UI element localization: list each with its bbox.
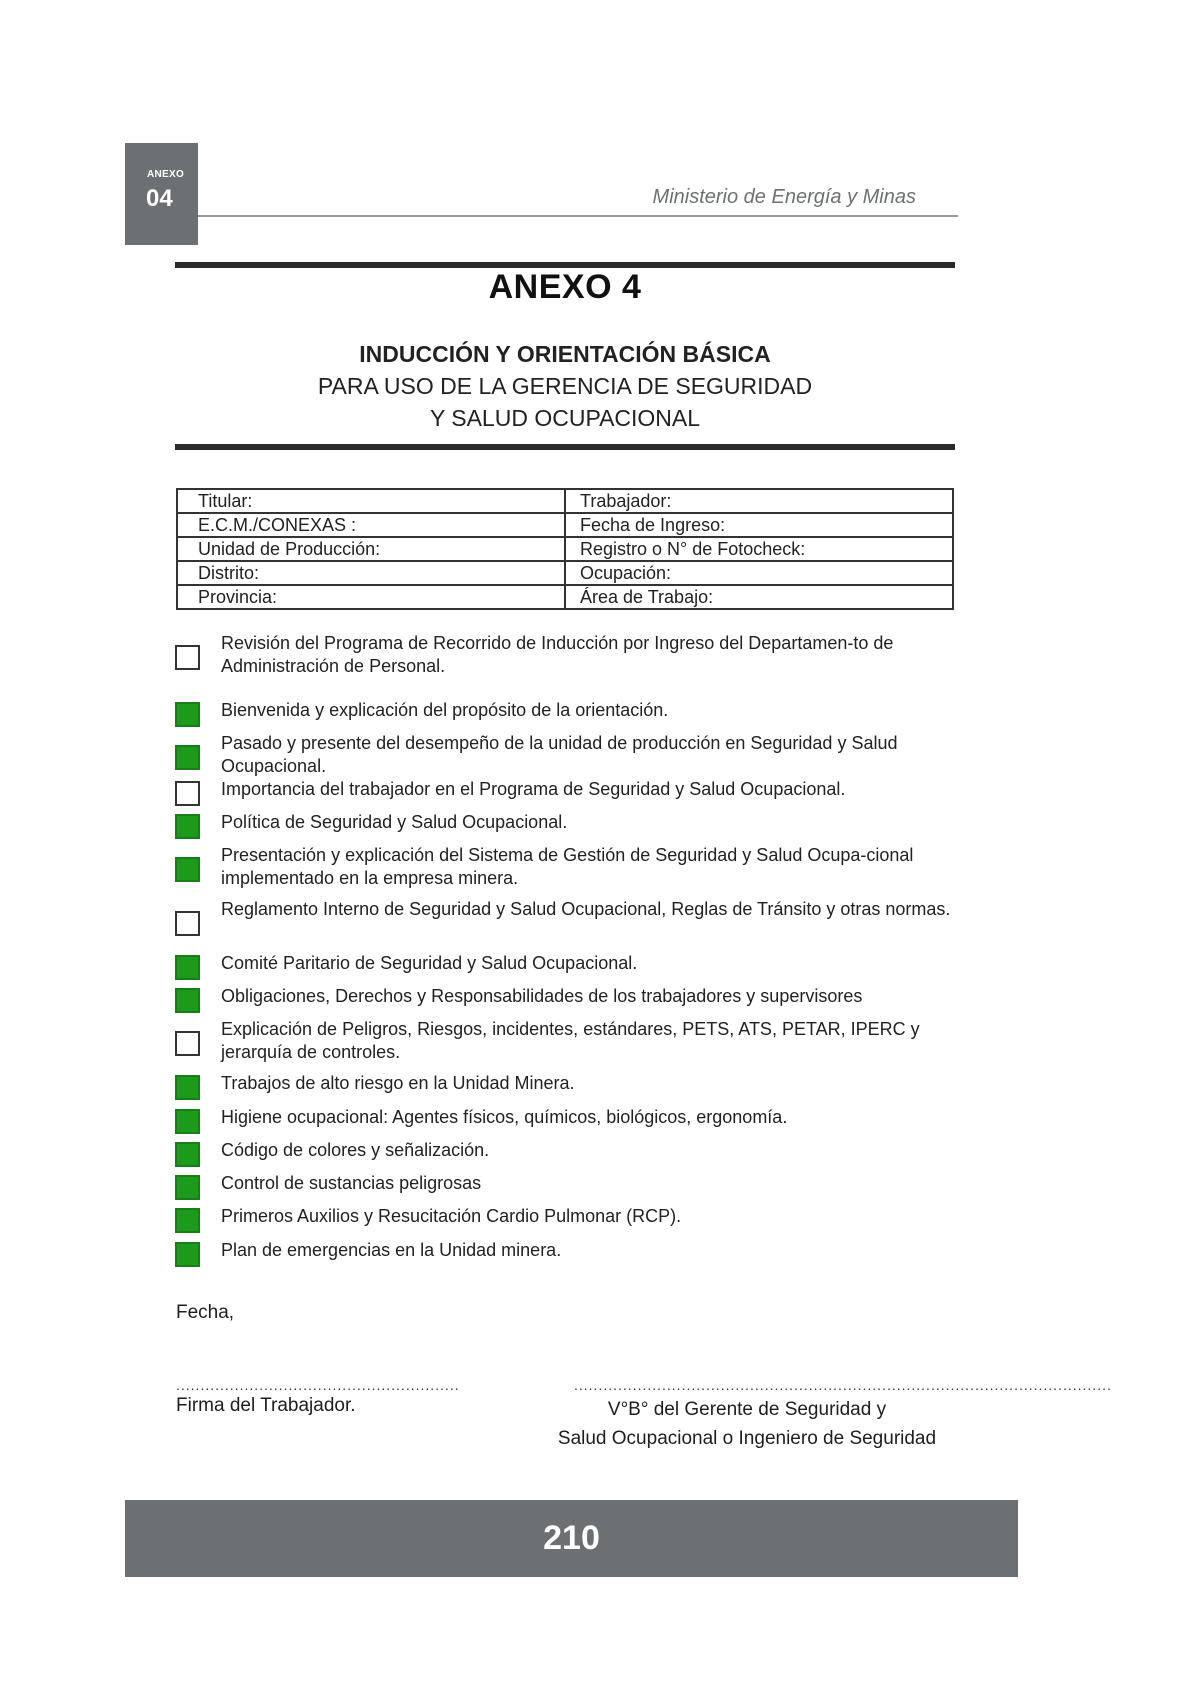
checkbox-unchecked[interactable] <box>175 1031 200 1056</box>
checkbox-checked[interactable] <box>175 814 200 839</box>
checklist-item-text: Reglamento Interno de Seguridad y Salud Ocupacional, Reglas de Tránsito y otras normas. <box>221 899 951 919</box>
checklist-item-text: Higiene ocupacional: Agentes físicos, químicos, biológicos, ergonomía. <box>221 1107 788 1127</box>
checkbox-checked[interactable] <box>175 745 200 770</box>
checkbox-checked[interactable] <box>175 1175 200 1200</box>
checklist-item-text: Pasado y presente del desempeño de la unidad de producción en Seguridad y Salud Ocupacional. <box>221 733 898 776</box>
checklist-item-text: Explicación de Peligros, Riesgos, incidentes, estándares, PETS, ATS, PETAR, IPERC y jerarquía de controles. <box>221 1019 920 1062</box>
checklist-item-text: Comité Paritario de Seguridad y Salud Ocupacional. <box>221 953 638 973</box>
manager-signature-line-1: V°B° del Gerente de Seguridad y <box>607 1399 887 1420</box>
info-row <box>177 585 953 609</box>
checklist-item-text: Trabajos de alto riesgo en la Unidad Minera. <box>221 1073 575 1093</box>
checkbox-checked[interactable] <box>175 955 200 980</box>
checkbox-checked[interactable] <box>175 1242 200 1267</box>
checklist-item-text: Control de sustancias peligrosas <box>221 1173 482 1193</box>
annex-tab-number: 04 <box>146 185 173 212</box>
info-cell-left: Provincia: <box>177 585 565 609</box>
page-number: 210 <box>543 1519 600 1557</box>
checkbox-checked[interactable] <box>175 702 200 727</box>
checkbox-checked[interactable] <box>175 1075 200 1100</box>
subtitle-line-1: INDUCCIÓN Y ORIENTACIÓN BÁSICA <box>359 341 771 367</box>
checkbox-unchecked[interactable] <box>175 645 200 670</box>
info-row <box>177 561 953 585</box>
info-cell-right: Ocupación: <box>565 561 953 585</box>
page-title: ANEXO 4 <box>488 268 642 306</box>
checkbox-checked[interactable] <box>175 1208 200 1233</box>
header-divider <box>198 215 958 217</box>
worker-signature-label: Firma del Trabajador. <box>176 1395 356 1416</box>
checklist-item-text: Código de colores y señalización. <box>221 1140 490 1160</box>
worker-info-table <box>176 488 954 610</box>
info-cell-right: Trabajador: <box>565 489 953 513</box>
info-row <box>177 513 953 537</box>
info-cell-right: Área de Trabajo: <box>565 585 953 609</box>
annex-tab-label: ANEXO <box>147 169 185 180</box>
info-cell-right: Registro o N° de Fotocheck: <box>565 537 953 561</box>
info-cell-left: E.C.M./CONEXAS : <box>177 513 565 537</box>
info-row <box>177 537 953 561</box>
ministry-header: Ministerio de Energía y Minas <box>652 186 916 208</box>
title-bottom-rule <box>175 444 955 450</box>
checkbox-checked[interactable] <box>175 1109 200 1134</box>
annex-tab <box>125 143 198 245</box>
checklist-item-text: Política de Seguridad y Salud Ocupacional. <box>221 812 568 832</box>
manager-signature-label <box>540 1395 954 1453</box>
checkbox-checked[interactable] <box>175 1142 200 1167</box>
checklist-item-text: Revisión del Programa de Recorrido de Inducción por Ingreso del Departamen-to de Administración de Personal. <box>221 633 894 676</box>
checklist-item-text: Importancia del trabajador en el Programa de Seguridad y Salud Ocupacional. <box>221 779 846 799</box>
checkbox-checked[interactable] <box>175 988 200 1013</box>
checklist-item-text: Presentación y explicación del Sistema de Gestión de Seguridad y Salud Ocupa-cional implementado en la empresa minera. <box>221 845 914 888</box>
subtitle-line-2: PARA USO DE LA GERENCIA DE SEGURIDAD <box>317 373 813 399</box>
info-cell-left: Distrito: <box>177 561 565 585</box>
manager-signature-line-2: Salud Ocupacional o Ingeniero de Seguridad <box>557 1428 937 1449</box>
checklist-item-text: Obligaciones, Derechos y Responsabilidades de los trabajadores y supervisores <box>221 986 863 1006</box>
info-cell-left: Titular: <box>177 489 565 513</box>
info-cell-left: Unidad de Producción: <box>177 537 565 561</box>
checklist-item-text: Bienvenida y explicación del propósito de la orientación. <box>221 700 669 720</box>
checkbox-unchecked[interactable] <box>175 781 200 806</box>
checkbox-checked[interactable] <box>175 857 200 882</box>
subtitle-line-3: Y SALUD OCUPACIONAL <box>429 405 701 431</box>
worker-signature-line: .......................................................... <box>176 1377 460 1393</box>
checkbox-unchecked[interactable] <box>175 911 200 936</box>
checklist-item-text: Primeros Auxilios y Resucitación Cardio Pulmonar (RCP). <box>221 1206 682 1226</box>
info-row <box>177 489 953 513</box>
date-label: Fecha, <box>176 1302 235 1323</box>
info-cell-right: Fecha de Ingreso: <box>565 513 953 537</box>
manager-signature-line: .............................................................................................................. <box>574 1377 1112 1393</box>
checklist-item-text: Plan de emergencias en la Unidad minera. <box>221 1240 562 1260</box>
footer-bar <box>125 1500 1018 1577</box>
